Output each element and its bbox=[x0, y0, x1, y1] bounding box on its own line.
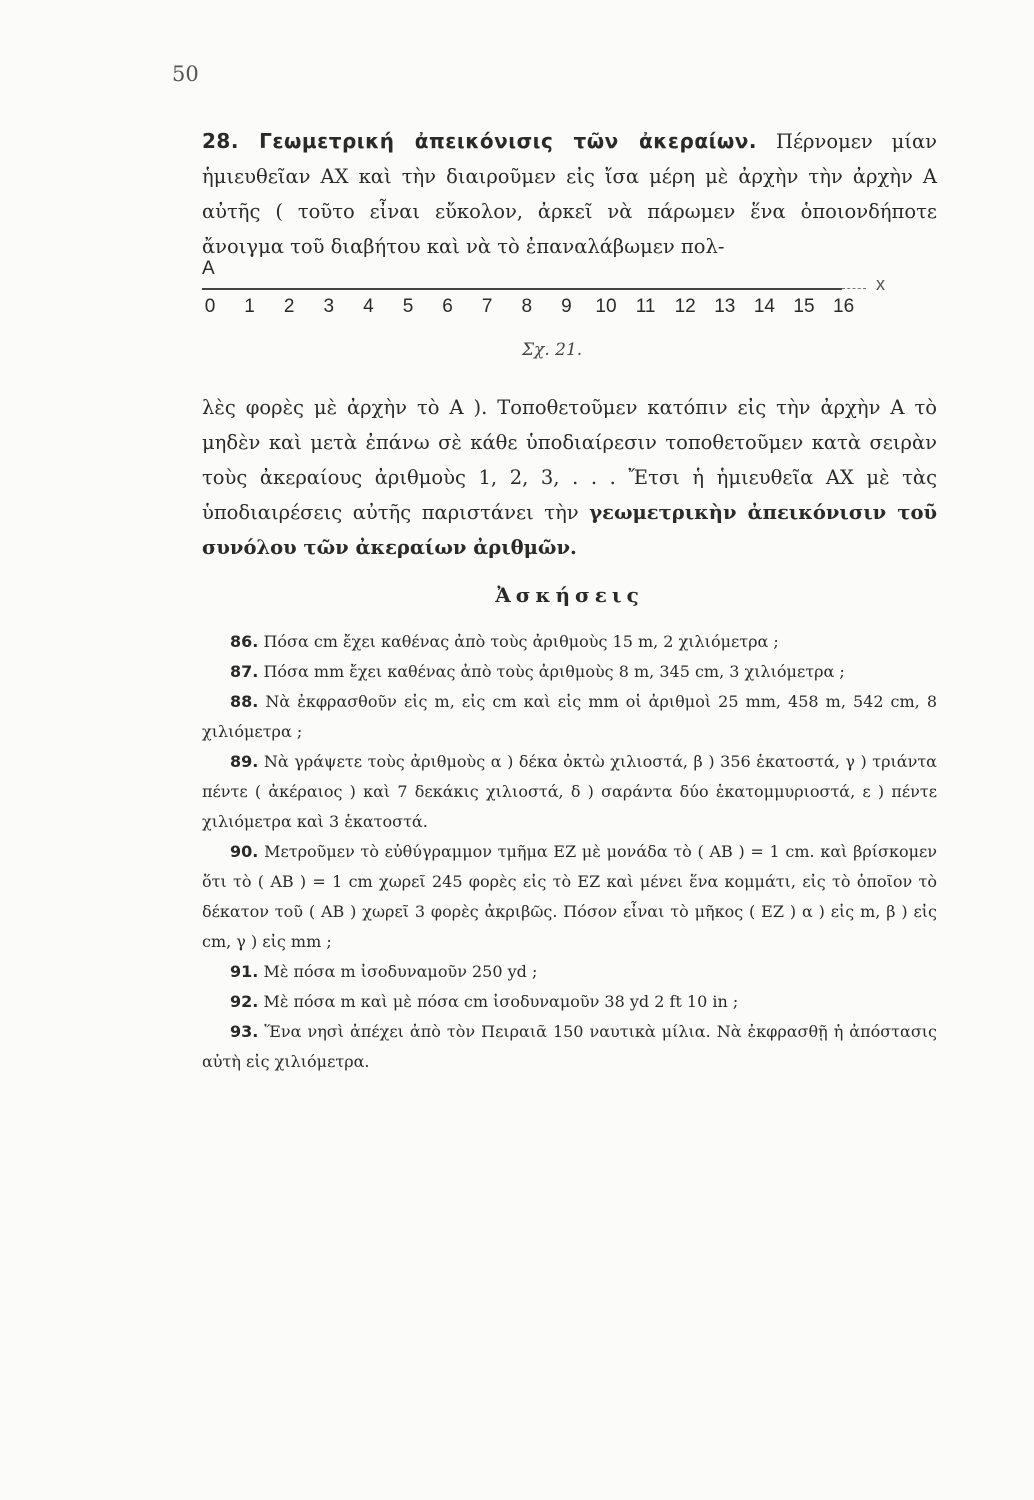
tick-label: 4 bbox=[363, 296, 374, 317]
axis-extension bbox=[842, 288, 866, 289]
tick-label: 5 bbox=[402, 296, 414, 317]
exercise-text: Πόσα mm ἔχει καθένας ἀπὸ τοὺς ἀριθμοὺς 8 m, 345 cm, 3 χιλιόμετρα ; bbox=[263, 662, 845, 681]
figure-caption: Σχ. 21. bbox=[522, 340, 583, 360]
exercise-text: Μὲ πόσα m ἰσοδυναμοῦν 250 yd ; bbox=[263, 962, 538, 981]
tick-label: 16 bbox=[833, 296, 855, 317]
exercise-number: 86. bbox=[230, 632, 259, 651]
tick-label: 12 bbox=[674, 296, 696, 317]
exercise-number: 90. bbox=[230, 842, 259, 861]
definition-phrase: γεωμετρικὴν ἀπεικόνισιν τοῦ συνόλου τῶν ἀκεραίων ἀριθμῶν. bbox=[202, 501, 937, 559]
tick-label: 10 bbox=[595, 296, 617, 317]
tick-label: 13 bbox=[714, 296, 736, 317]
exercise-item bbox=[202, 987, 937, 1017]
exercise-text: Νὰ γράψετε τοὺς ἀριθμοὺς α ) δέκα ὀκτὼ χιλιοστά, β ) 356 ἑκατοστά, γ ) τριάντα πέντε ( ἀκέραιος ) καὶ 7 δεκάκις χιλιοστά, δ ) σαράντα δύο ἑκατομμυριοστά, ε ) πέντε χιλιόμετρα καὶ 3 ἑκατοστά. bbox=[202, 752, 937, 831]
exercise-text: Μετροῦμεν τὸ εὐθύγραμμον τμῆμα ΕΖ μὲ μονάδα τὸ ( ΑΒ ) = 1 cm. καὶ βρίσκομεν ὅτι τὸ ( ΑΒ ) = 1 cm χωρεῖ 245 φορὲς εἰς τὸ ΕΖ καὶ μένει ἕνα κομμάτι, εἰς τὸ ὁποῖον τὸ δέκατον τοῦ ( ΑΒ ) χωρεῖ 3 φορὲς ἀκριβῶς. Πόσον εἶναι τὸ μῆκος ( ΕΖ ) α ) εἰς m, β ) εἰς cm, γ ) εἰς mm ; bbox=[202, 842, 937, 951]
section-heading: 28. Γεωμετρική ἀπεικόνισις τῶν ἀκεραίων. bbox=[202, 129, 757, 153]
page-content bbox=[202, 124, 937, 1077]
tick-label: 15 bbox=[793, 296, 815, 317]
intro-paragraph bbox=[202, 124, 937, 264]
axis-start-label: A bbox=[202, 258, 215, 279]
exercise-item bbox=[202, 837, 937, 957]
tick-labels bbox=[202, 296, 862, 326]
tick-label: 0 bbox=[204, 296, 216, 317]
page-number: 50 bbox=[172, 62, 199, 86]
tick-label: 3 bbox=[323, 296, 335, 317]
exercise-text: Μὲ πόσα m καὶ μὲ πόσα cm ἰσοδυναμοῦν 38 yd 2 ft 10 in ; bbox=[263, 992, 739, 1011]
exercise-number: 87. bbox=[230, 662, 259, 681]
number-line-figure bbox=[202, 258, 937, 382]
tick-label: 11 bbox=[635, 296, 656, 317]
exercise-text: Πόσα cm ἔχει καθένας ἀπὸ τοὺς ἀριθμοὺς 15 m, 2 χιλιόμετρα ; bbox=[263, 632, 779, 651]
exercise-number: 89. bbox=[230, 752, 259, 771]
exercise-number: 93. bbox=[230, 1022, 259, 1041]
intro-text: Πέρνομεν μίαν ἡμιευθεῖαν ΑΧ καὶ τὴν διαιροῦμεν εἰς ἴσα μέρη μὲ ἀρχὴν τὴν ἀρχὴν Α αὐτῆς ( τοῦτο εἶναι εὔκολον, ἀρκεῖ νὰ πάρωμεν ἕνα ὁποιονδήποτε ἄνοιγμα τοῦ διαβήτου καὶ νὰ τὸ ἐπαναλάβωμεν πολ- bbox=[202, 130, 937, 258]
tick-label: 2 bbox=[283, 296, 295, 317]
exercise-item bbox=[202, 1017, 937, 1077]
exercise-list bbox=[202, 627, 937, 1077]
continuation-text: λὲς φορὲς μὲ ἀρχὴν τὸ Α ). Τοποθετοῦμεν κατόπιν εἰς τὴν ἀρχὴν Α τὸ μηδὲν καὶ μετὰ ἐπάνω σὲ κάθε ὑποδιαίρεσιν τοποθετοῦμεν κατὰ σειρὰν τοὺς ἀκεραίους ἀριθμοὺς 1, 2, 3, . . . Ἔτσι ἡ ἡμιευθεῖα ΑΧ μὲ τὰς ὑποδιαιρέσεις αὐτῆς παριστάνει τὴν bbox=[202, 396, 937, 524]
exercise-number: 88. bbox=[230, 692, 259, 711]
exercise-item bbox=[202, 627, 937, 657]
continuation-paragraph bbox=[202, 390, 937, 565]
exercise-number: 92. bbox=[230, 992, 259, 1011]
tick-label: 7 bbox=[481, 296, 493, 317]
exercise-item bbox=[202, 747, 937, 837]
exercise-number: 91. bbox=[230, 962, 259, 981]
exercise-item bbox=[202, 957, 937, 987]
tick-label: 14 bbox=[753, 296, 775, 317]
tick-label: 9 bbox=[561, 296, 572, 317]
exercise-text: Ἕνα νησὶ ἀπέχει ἀπὸ τὸν Πειραιᾶ 150 ναυτικὰ μίλια. Νὰ ἐκφρασθῇ ἡ ἀπόστασις αὐτὴ εἰς χιλιόμετρα. bbox=[202, 1022, 937, 1071]
exercise-item bbox=[202, 687, 937, 747]
axis-line bbox=[202, 288, 842, 290]
tick-label: 8 bbox=[521, 296, 533, 317]
exercise-text: Νὰ ἐκφρασθοῦν εἰς m, εἰς cm καὶ εἰς mm οἱ ἀριθμοὶ 25 mm, 458 m, 542 cm, 8 χιλιόμετρα ; bbox=[202, 692, 938, 741]
tick-label: 1 bbox=[244, 296, 255, 317]
exercise-item bbox=[202, 657, 937, 687]
tick-label: 6 bbox=[442, 296, 453, 317]
exercises-title: Ἀσκήσεις bbox=[495, 583, 644, 607]
axis-end-label: x bbox=[876, 274, 885, 294]
